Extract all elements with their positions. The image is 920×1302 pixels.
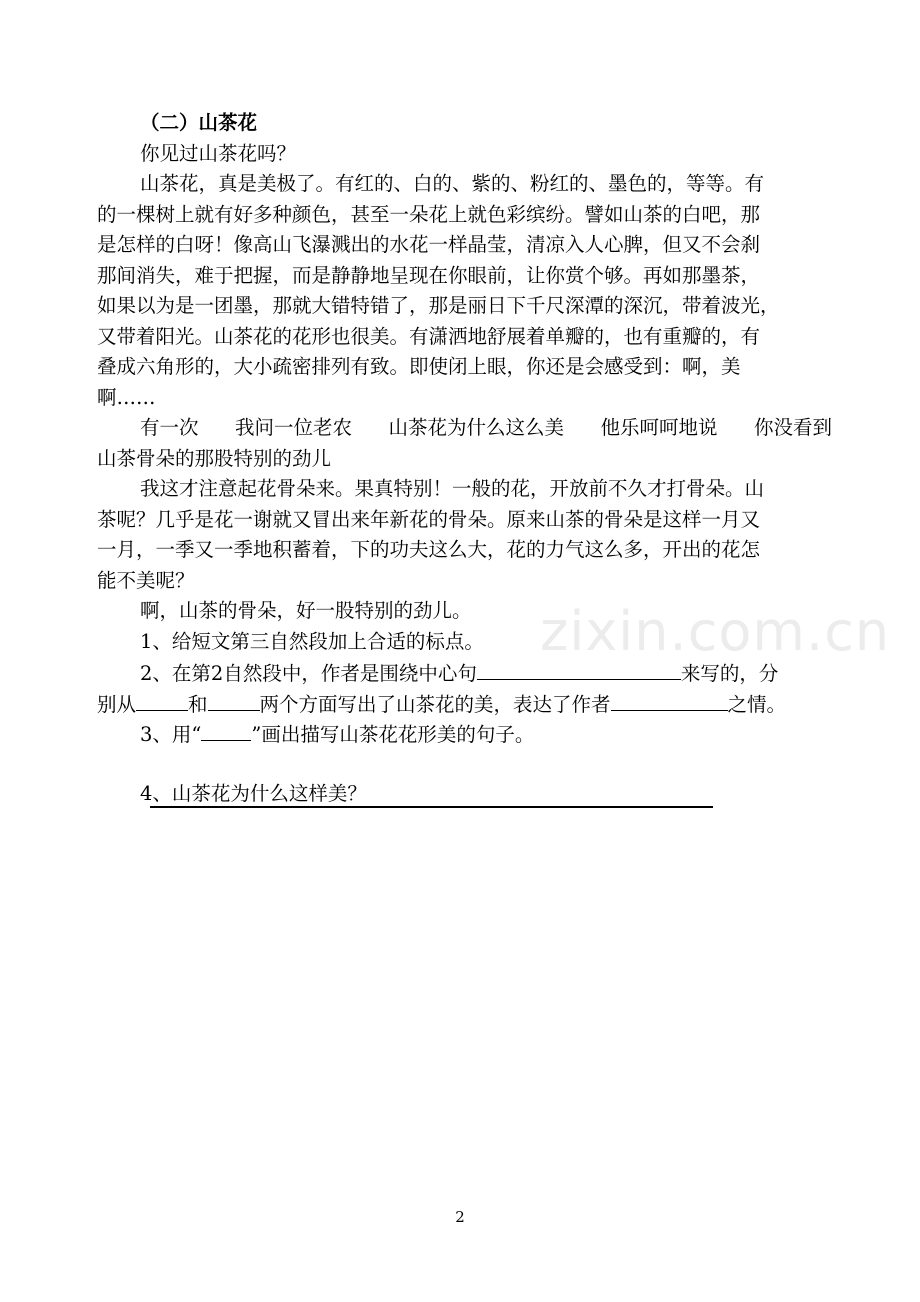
question-4: 4、山茶花为什么这样美？ [140, 782, 367, 805]
question-2-text: 之情。 [727, 692, 787, 716]
document-page [97, 108, 832, 810]
paragraph-2-line: 叠成六角形的，大小疏密排列有致。即使闭上眼，你还是会感受到：啊，美 [97, 355, 741, 378]
paragraph-4-line: 我这才注意起花骨朵来。果真特别！一般的花，开放前不久才打骨朵。山 [140, 477, 765, 500]
paragraph-2 [97, 169, 832, 413]
question-3-text: ”画出描写山茶花花形美的句子。 [251, 723, 535, 746]
answer-blank[interactable] [136, 688, 188, 711]
question-2-text: 和 [188, 692, 208, 716]
paragraph-4-line: 能不美呢？ [97, 568, 195, 592]
underline-sample [201, 718, 251, 741]
answer-blank[interactable] [208, 688, 260, 711]
spacer [97, 749, 832, 780]
paragraph-2-line: 那间消失，难于把握，而是静静地呈现在你眼前，让你赏个够。再如那墨茶， [97, 263, 761, 287]
paragraph-2-line: 啊…… [97, 385, 156, 409]
paragraph-4-line: 茶呢？几乎是花一谢就又冒出来年新花的骨朵。原来山茶的骨朵是这样一月又 [97, 507, 761, 531]
paragraph-3-segment: 有一次 [140, 416, 199, 439]
paragraph-4 [97, 474, 832, 596]
paragraph-2-line: 的一棵树上就有好多种颜色，甚至一朵花上就色彩缤纷。譬如山茶的白吧，那 [97, 202, 761, 226]
paragraph-3 [97, 413, 832, 474]
question-2-line [97, 688, 832, 719]
question-2-text: 来写的，分 [680, 662, 779, 685]
watermark: zixin.com.cn [540, 600, 891, 663]
paragraph-2-line: 山茶花，真是美极了。有红的、白的、紫的、粉红的、墨色的，等等。有 [140, 172, 765, 195]
paragraph-3-line [97, 413, 832, 444]
question-2-text: 别从 [97, 692, 137, 716]
question-2-text: 2、在第2自然段中，作者是围绕中心句 [140, 662, 477, 685]
paragraph-4-line: 一月，一季又一季地积蓄着，下的功夫这么大，花的力气这么多，开出的花怎 [97, 538, 761, 561]
question-2 [97, 657, 832, 718]
paragraph-3-segment: 你没看到 [753, 416, 832, 439]
paragraph-5: 啊，山茶的骨朵，好一股特别的劲儿。 [140, 599, 472, 622]
section-title: （二）山茶花 [140, 111, 258, 134]
question-1: 1、给短文第三自然段加上合适的标点。 [140, 629, 484, 653]
paragraph-3-line: 山茶骨朵的那股特别的劲儿 [97, 446, 332, 470]
paragraph-3-segment: 我问一位老农 [234, 416, 352, 439]
page-number: 2 [455, 1208, 465, 1226]
answer-blank[interactable] [611, 688, 728, 711]
paragraph-3-segment: 他乐呵呵地说 [600, 416, 718, 439]
question-3-text: 3、用“ [140, 723, 202, 746]
paragraph-2-line: 如果以为是一团墨，那就大错特错了，那是丽日下千尺深潭的深沉，带着波光， [97, 294, 780, 317]
question-3 [97, 718, 832, 749]
paragraph-1: 你见过山茶花吗？ [140, 141, 297, 165]
paragraph-2-line: 又带着阳光。山茶花的花形也很美。有潇洒地舒展着单瓣的，也有重瓣的，有 [97, 324, 761, 348]
paragraph-3-segment: 山茶花为什么这么美 [388, 416, 564, 439]
paragraph-2-line: 是怎样的白呀！像高山飞瀑溅出的水花一样晶莹，清凉入人心脾，但又不会刹 [97, 233, 761, 256]
answer-line[interactable] [150, 806, 713, 808]
question-2-text: 两个方面写出了山茶花的美，表达了作者 [259, 692, 611, 716]
